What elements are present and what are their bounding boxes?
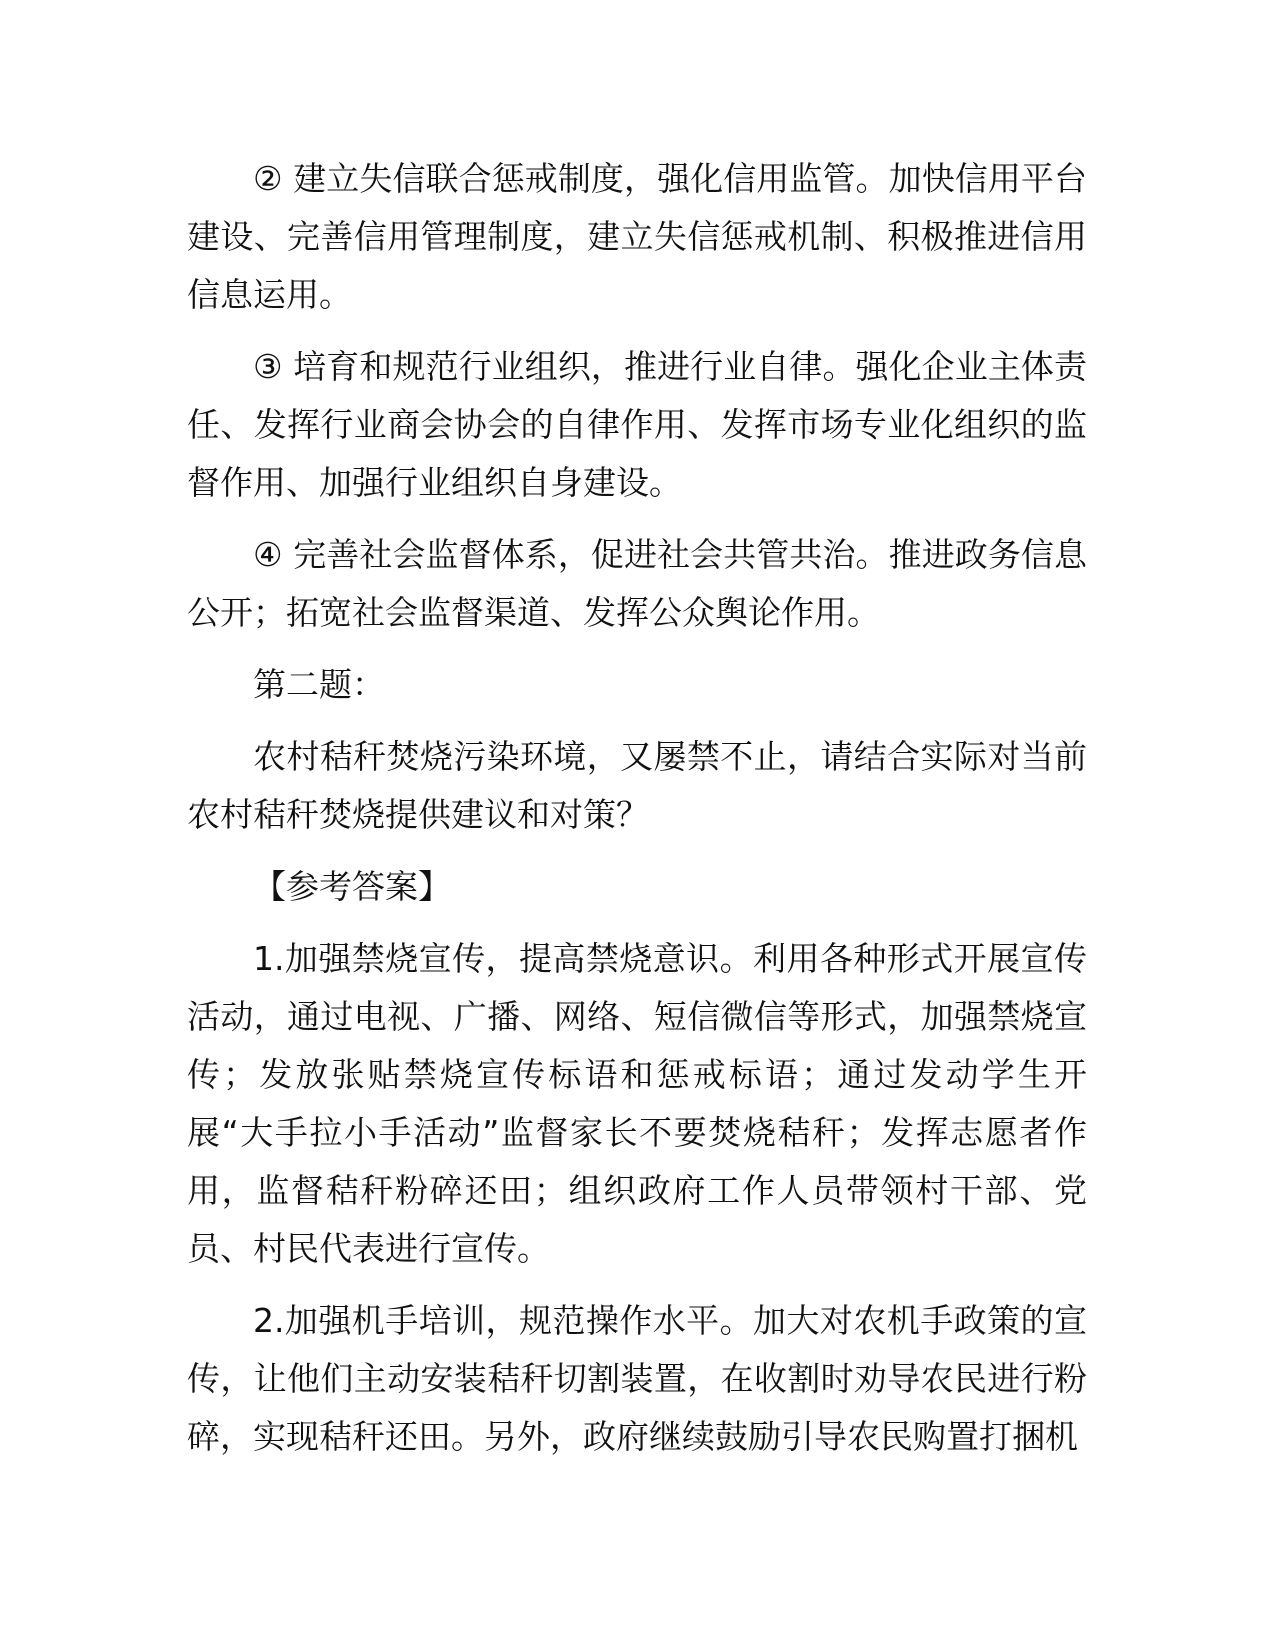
- question-text: 农村秸秆焚烧污染环境，又屡禁不止，请结合实际对当前农村秸秆焚烧提供建议和对策？: [187, 737, 1087, 834]
- question-heading: 第二题：: [253, 665, 385, 704]
- answer-point-1: 1.加强禁烧宣传，提高禁烧意识。利用各种形式开展宣传活动，通过电视、广播、网络、短信微信等形式，加强禁烧宣传；发放张贴禁烧宣传标语和惩戒标语；通过发动学生开展“大手拉小手活动”监督家长不要焚烧秸秆；发挥志愿者作用，监督秸秆粉碎还田；组织政府工作人员带领村干部、党员、村民代表进行宣传。: [187, 939, 1087, 1268]
- document-body: [187, 150, 1087, 1480]
- paragraph-credit-punishment: ② 建立失信联合惩戒制度，强化信用监管。加快信用平台建设、完善信用管理制度，建立失信惩戒机制、积极推进信用信息运用。: [187, 159, 1087, 314]
- answer-point-2: 2.加强机手培训，规范操作水平。加大对农机手政策的宣传，让他们主动安装秸秆切割装置，在收割时劝导农民进行粉碎，实现秸秆还田。另外，政府继续鼓励引导农民购置打捆机: [187, 1301, 1087, 1456]
- paragraph-social-supervision: ④ 完善社会监督体系，促进社会共管共治。推进政务信息公开；拓宽社会监督渠道、发挥公众舆论作用。: [187, 535, 1087, 632]
- paragraph-industry-self-discipline: ③ 培育和规范行业组织，推进行业自律。强化企业主体责任、发挥行业商会协会的自律作用、发挥市场专业化组织的监督作用、加强行业组织自身建设。: [187, 347, 1087, 502]
- reference-answer-label: 【参考答案】: [253, 867, 451, 906]
